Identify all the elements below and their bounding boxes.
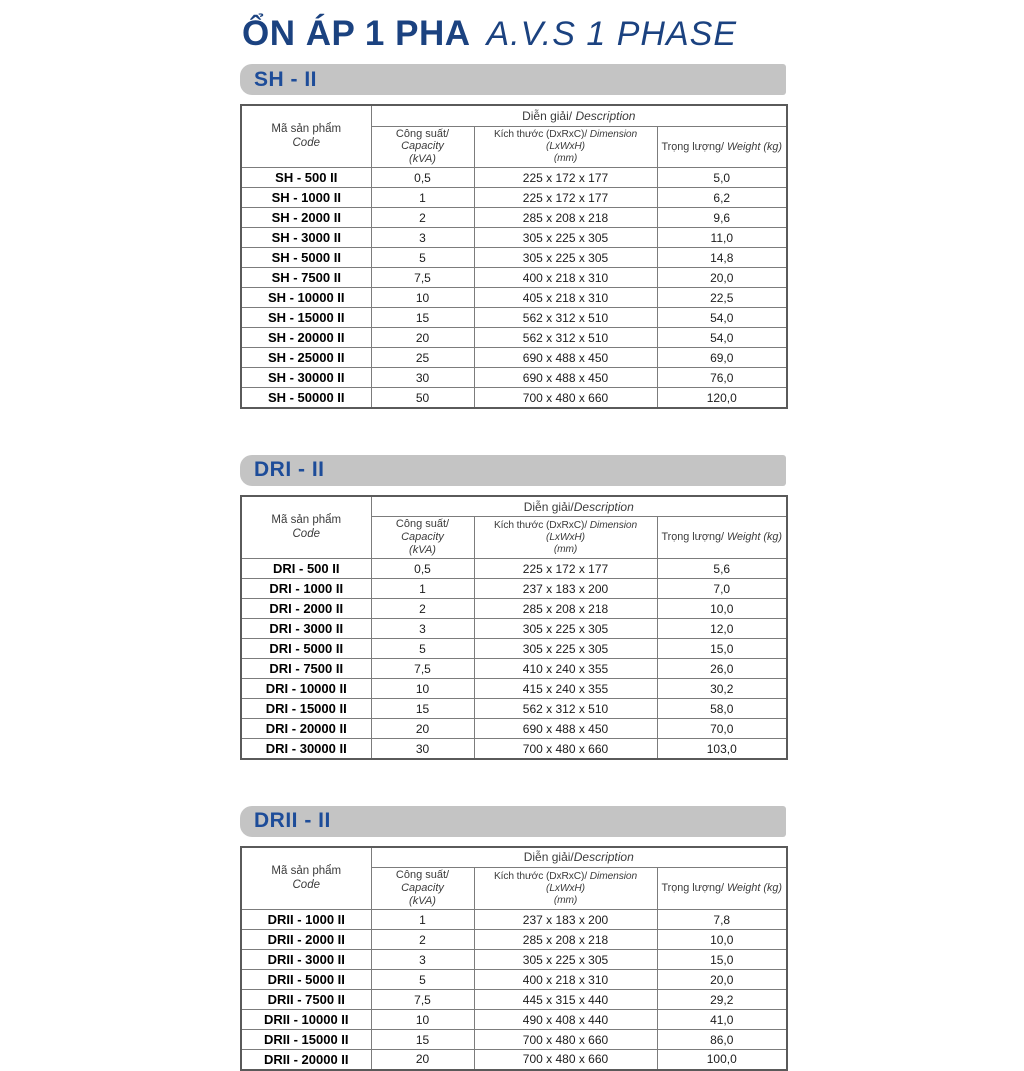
cell-capacity: 10: [371, 288, 474, 308]
cell-dimension: 700 x 480 x 660: [474, 739, 657, 759]
cell-capacity: 0,5: [371, 559, 474, 579]
table-row: [241, 188, 787, 208]
cell-dimension: 445 x 315 x 440: [474, 990, 657, 1010]
cell-dimension: 237 x 183 x 200: [474, 579, 657, 599]
cell-dimension: 490 x 408 x 440: [474, 1010, 657, 1030]
cell-product-code: DRI - 500 II: [241, 559, 371, 579]
cell-capacity: 7,5: [371, 659, 474, 679]
cell-product-code: DRII - 15000 II: [241, 1030, 371, 1050]
cell-product-code: DRI - 10000 II: [241, 679, 371, 699]
cell-product-code: DRI - 2000 II: [241, 599, 371, 619]
table-row: [241, 739, 787, 759]
cell-capacity: 1: [371, 188, 474, 208]
cell-weight: 100,0: [657, 1050, 787, 1070]
table-header: [241, 847, 787, 910]
table-row: [241, 619, 787, 639]
cell-weight: 15,0: [657, 950, 787, 970]
spec-table-sh-ii: [240, 104, 788, 409]
cell-weight: 20,0: [657, 268, 787, 288]
cell-weight: 6,2: [657, 188, 787, 208]
cell-weight: 58,0: [657, 699, 787, 719]
cell-product-code: SH - 3000 II: [241, 228, 371, 248]
cell-product-code: SH - 500 II: [241, 168, 371, 188]
cell-dimension: 562 x 312 x 510: [474, 328, 657, 348]
cell-product-code: SH - 7500 II: [241, 268, 371, 288]
cell-weight: 5,6: [657, 559, 787, 579]
cell-product-code: DRI - 30000 II: [241, 739, 371, 759]
table-row: [241, 288, 787, 308]
cell-product-code: SH - 25000 II: [241, 348, 371, 368]
cell-weight: 15,0: [657, 639, 787, 659]
cell-product-code: SH - 1000 II: [241, 188, 371, 208]
cell-dimension: 305 x 225 x 305: [474, 639, 657, 659]
table-row: [241, 308, 787, 328]
cell-capacity: 5: [371, 639, 474, 659]
cell-product-code: DRII - 10000 II: [241, 1010, 371, 1030]
cell-capacity: 20: [371, 1050, 474, 1070]
section-header-bar: [240, 455, 786, 486]
spec-table-dri-ii: [240, 495, 788, 760]
cell-weight: 70,0: [657, 719, 787, 739]
cell-dimension: 562 x 312 x 510: [474, 308, 657, 328]
column-header-weight: Trọng lượng/ Weight (kg): [657, 126, 787, 168]
table-body: [241, 559, 787, 759]
table-header: [241, 105, 787, 168]
cell-capacity: 3: [371, 228, 474, 248]
cell-weight: 11,0: [657, 228, 787, 248]
table-row: [241, 248, 787, 268]
cell-weight: 69,0: [657, 348, 787, 368]
cell-product-code: DRI - 1000 II: [241, 579, 371, 599]
page-title: [242, 14, 786, 54]
cell-weight: 7,8: [657, 910, 787, 930]
cell-product-code: DRII - 2000 II: [241, 930, 371, 950]
cell-capacity: 5: [371, 248, 474, 268]
cell-capacity: 10: [371, 679, 474, 699]
description-header-en: Description: [575, 108, 636, 123]
cell-dimension: 690 x 488 x 450: [474, 719, 657, 739]
cell-capacity: 50: [371, 388, 474, 408]
cell-weight: 76,0: [657, 368, 787, 388]
cell-capacity: 20: [371, 328, 474, 348]
cell-capacity: 30: [371, 739, 474, 759]
cell-product-code: DRII - 1000 II: [241, 910, 371, 930]
column-header-capacity: Công suất/ Capacity (kVA): [371, 868, 474, 910]
table-row: [241, 208, 787, 228]
cell-weight: 10,0: [657, 930, 787, 950]
cell-weight: 5,0: [657, 168, 787, 188]
table-row: [241, 599, 787, 619]
section-header-bar: [240, 806, 786, 837]
column-header-code: Mã sản phẩm Code: [241, 496, 371, 559]
cell-dimension: 400 x 218 x 310: [474, 268, 657, 288]
table-row: [241, 679, 787, 699]
cell-capacity: 30: [371, 368, 474, 388]
cell-capacity: 15: [371, 308, 474, 328]
section-sh-ii: [240, 64, 786, 409]
cell-weight: 26,0: [657, 659, 787, 679]
table-row: [241, 368, 787, 388]
cell-dimension: 700 x 480 x 660: [474, 1030, 657, 1050]
cell-product-code: DRII - 3000 II: [241, 950, 371, 970]
table-row: [241, 559, 787, 579]
cell-dimension: 285 x 208 x 218: [474, 930, 657, 950]
cell-capacity: 7,5: [371, 990, 474, 1010]
cell-dimension: 285 x 208 x 218: [474, 599, 657, 619]
cell-weight: 30,2: [657, 679, 787, 699]
code-header-vi: Mã sản phẩm: [271, 123, 342, 136]
cell-product-code: DRII - 7500 II: [241, 990, 371, 1010]
cell-product-code: DRI - 3000 II: [241, 619, 371, 639]
cell-product-code: SH - 5000 II: [241, 248, 371, 268]
cell-dimension: 562 x 312 x 510: [474, 699, 657, 719]
cell-product-code: SH - 15000 II: [241, 308, 371, 328]
cell-product-code: SH - 2000 II: [241, 208, 371, 228]
cell-dimension: 225 x 172 x 177: [474, 188, 657, 208]
cell-dimension: 400 x 218 x 310: [474, 970, 657, 990]
section-drii-ii: [240, 806, 786, 1071]
table-row: [241, 1050, 787, 1070]
cell-capacity: 20: [371, 719, 474, 739]
column-header-weight: Trọng lượng/ Weight (kg): [657, 868, 787, 910]
spec-table-drii-ii: [240, 846, 788, 1071]
cell-weight: 12,0: [657, 619, 787, 639]
table-row: [241, 579, 787, 599]
cell-capacity: 15: [371, 1030, 474, 1050]
cell-weight: 86,0: [657, 1030, 787, 1050]
cell-capacity: 15: [371, 699, 474, 719]
content-column: [240, 14, 786, 1071]
column-header-description: Diễn giải/Description: [371, 496, 787, 517]
cell-weight: 54,0: [657, 308, 787, 328]
column-header-description: Diễn giải/Description: [371, 847, 787, 868]
cell-dimension: 690 x 488 x 450: [474, 348, 657, 368]
description-header-vi: Diễn giải/: [522, 108, 576, 123]
table-row: [241, 168, 787, 188]
table-row: [241, 950, 787, 970]
column-header-capacity: Công suất/ Capacity (kVA): [371, 126, 474, 168]
table-row: [241, 930, 787, 950]
cell-product-code: SH - 50000 II: [241, 388, 371, 408]
cell-product-code: DRII - 20000 II: [241, 1050, 371, 1070]
cell-capacity: 1: [371, 910, 474, 930]
cell-weight: 14,8: [657, 248, 787, 268]
cell-capacity: 10: [371, 1010, 474, 1030]
cell-product-code: DRI - 20000 II: [241, 719, 371, 739]
column-header-description: [371, 105, 787, 126]
table-row: [241, 639, 787, 659]
cell-product-code: DRI - 7500 II: [241, 659, 371, 679]
section-label: SH - II: [254, 67, 318, 91]
cell-weight: 29,2: [657, 990, 787, 1010]
cell-dimension: 305 x 225 x 305: [474, 228, 657, 248]
table-row: [241, 348, 787, 368]
table-row: [241, 699, 787, 719]
page-title-vietnamese: ỔN ÁP 1 PHA: [242, 14, 471, 53]
table-row: [241, 659, 787, 679]
table-row: [241, 1010, 787, 1030]
cell-product-code: SH - 10000 II: [241, 288, 371, 308]
cell-capacity: 3: [371, 619, 474, 639]
table-row: [241, 719, 787, 739]
cell-capacity: 25: [371, 348, 474, 368]
cell-weight: 54,0: [657, 328, 787, 348]
cell-dimension: 700 x 480 x 660: [474, 1050, 657, 1070]
cell-dimension: 305 x 225 x 305: [474, 619, 657, 639]
cell-dimension: 415 x 240 x 355: [474, 679, 657, 699]
cell-capacity: 5: [371, 970, 474, 990]
cell-dimension: 225 x 172 x 177: [474, 168, 657, 188]
cell-dimension: 225 x 172 x 177: [474, 559, 657, 579]
cell-capacity: 0,5: [371, 168, 474, 188]
cell-weight: 10,0: [657, 599, 787, 619]
cell-product-code: SH - 20000 II: [241, 328, 371, 348]
column-header-dimension: Kích thước (DxRxC)/ Dimension (LxWxH) (mm): [474, 517, 657, 559]
cell-dimension: 410 x 240 x 355: [474, 659, 657, 679]
table-row: [241, 910, 787, 930]
cell-capacity: 2: [371, 599, 474, 619]
cell-product-code: DRI - 15000 II: [241, 699, 371, 719]
cell-dimension: 690 x 488 x 450: [474, 368, 657, 388]
table-row: [241, 1030, 787, 1050]
cell-weight: 7,0: [657, 579, 787, 599]
cell-weight: 120,0: [657, 388, 787, 408]
table-body: [241, 910, 787, 1070]
table-row: [241, 990, 787, 1010]
cell-weight: 9,6: [657, 208, 787, 228]
cell-dimension: 237 x 183 x 200: [474, 910, 657, 930]
cell-product-code: SH - 30000 II: [241, 368, 371, 388]
section-dri-ii: [240, 455, 786, 760]
cell-capacity: 3: [371, 950, 474, 970]
table-row: [241, 970, 787, 990]
cell-capacity: 2: [371, 208, 474, 228]
column-header-dimension: Kích thước (DxRxC)/ Dimension (LxWxH) (mm): [474, 868, 657, 910]
column-header-weight: Trọng lượng/ Weight (kg): [657, 517, 787, 559]
column-header-code: Mã sản phẩm Code: [241, 847, 371, 910]
column-header-capacity: Công suất/ Capacity (kVA): [371, 517, 474, 559]
code-header-en: Code: [292, 136, 320, 149]
cell-weight: 22,5: [657, 288, 787, 308]
table-row: [241, 328, 787, 348]
cell-weight: 103,0: [657, 739, 787, 759]
cell-dimension: 700 x 480 x 660: [474, 388, 657, 408]
column-header-dimension: Kích thước (DxRxC)/ Dimension (LxWxH) (mm): [474, 126, 657, 168]
cell-capacity: 1: [371, 579, 474, 599]
table-row: [241, 268, 787, 288]
table-header: [241, 496, 787, 559]
section-header-bar: [240, 64, 786, 95]
cell-dimension: 285 x 208 x 218: [474, 208, 657, 228]
section-label: DRII - II: [254, 809, 331, 833]
cell-capacity: 2: [371, 930, 474, 950]
cell-dimension: 305 x 225 x 305: [474, 248, 657, 268]
cell-weight: 20,0: [657, 970, 787, 990]
cell-dimension: 405 x 218 x 310: [474, 288, 657, 308]
table-body: [241, 168, 787, 408]
table-row: [241, 388, 787, 408]
cell-product-code: DRII - 5000 II: [241, 970, 371, 990]
cell-product-code: DRI - 5000 II: [241, 639, 371, 659]
column-header-code: [241, 105, 371, 168]
section-label: DRI - II: [254, 458, 325, 482]
cell-weight: 41,0: [657, 1010, 787, 1030]
cell-dimension: 305 x 225 x 305: [474, 950, 657, 970]
cell-capacity: 7,5: [371, 268, 474, 288]
table-row: [241, 228, 787, 248]
page-title-english: A.V.S 1 PHASE: [486, 15, 737, 53]
